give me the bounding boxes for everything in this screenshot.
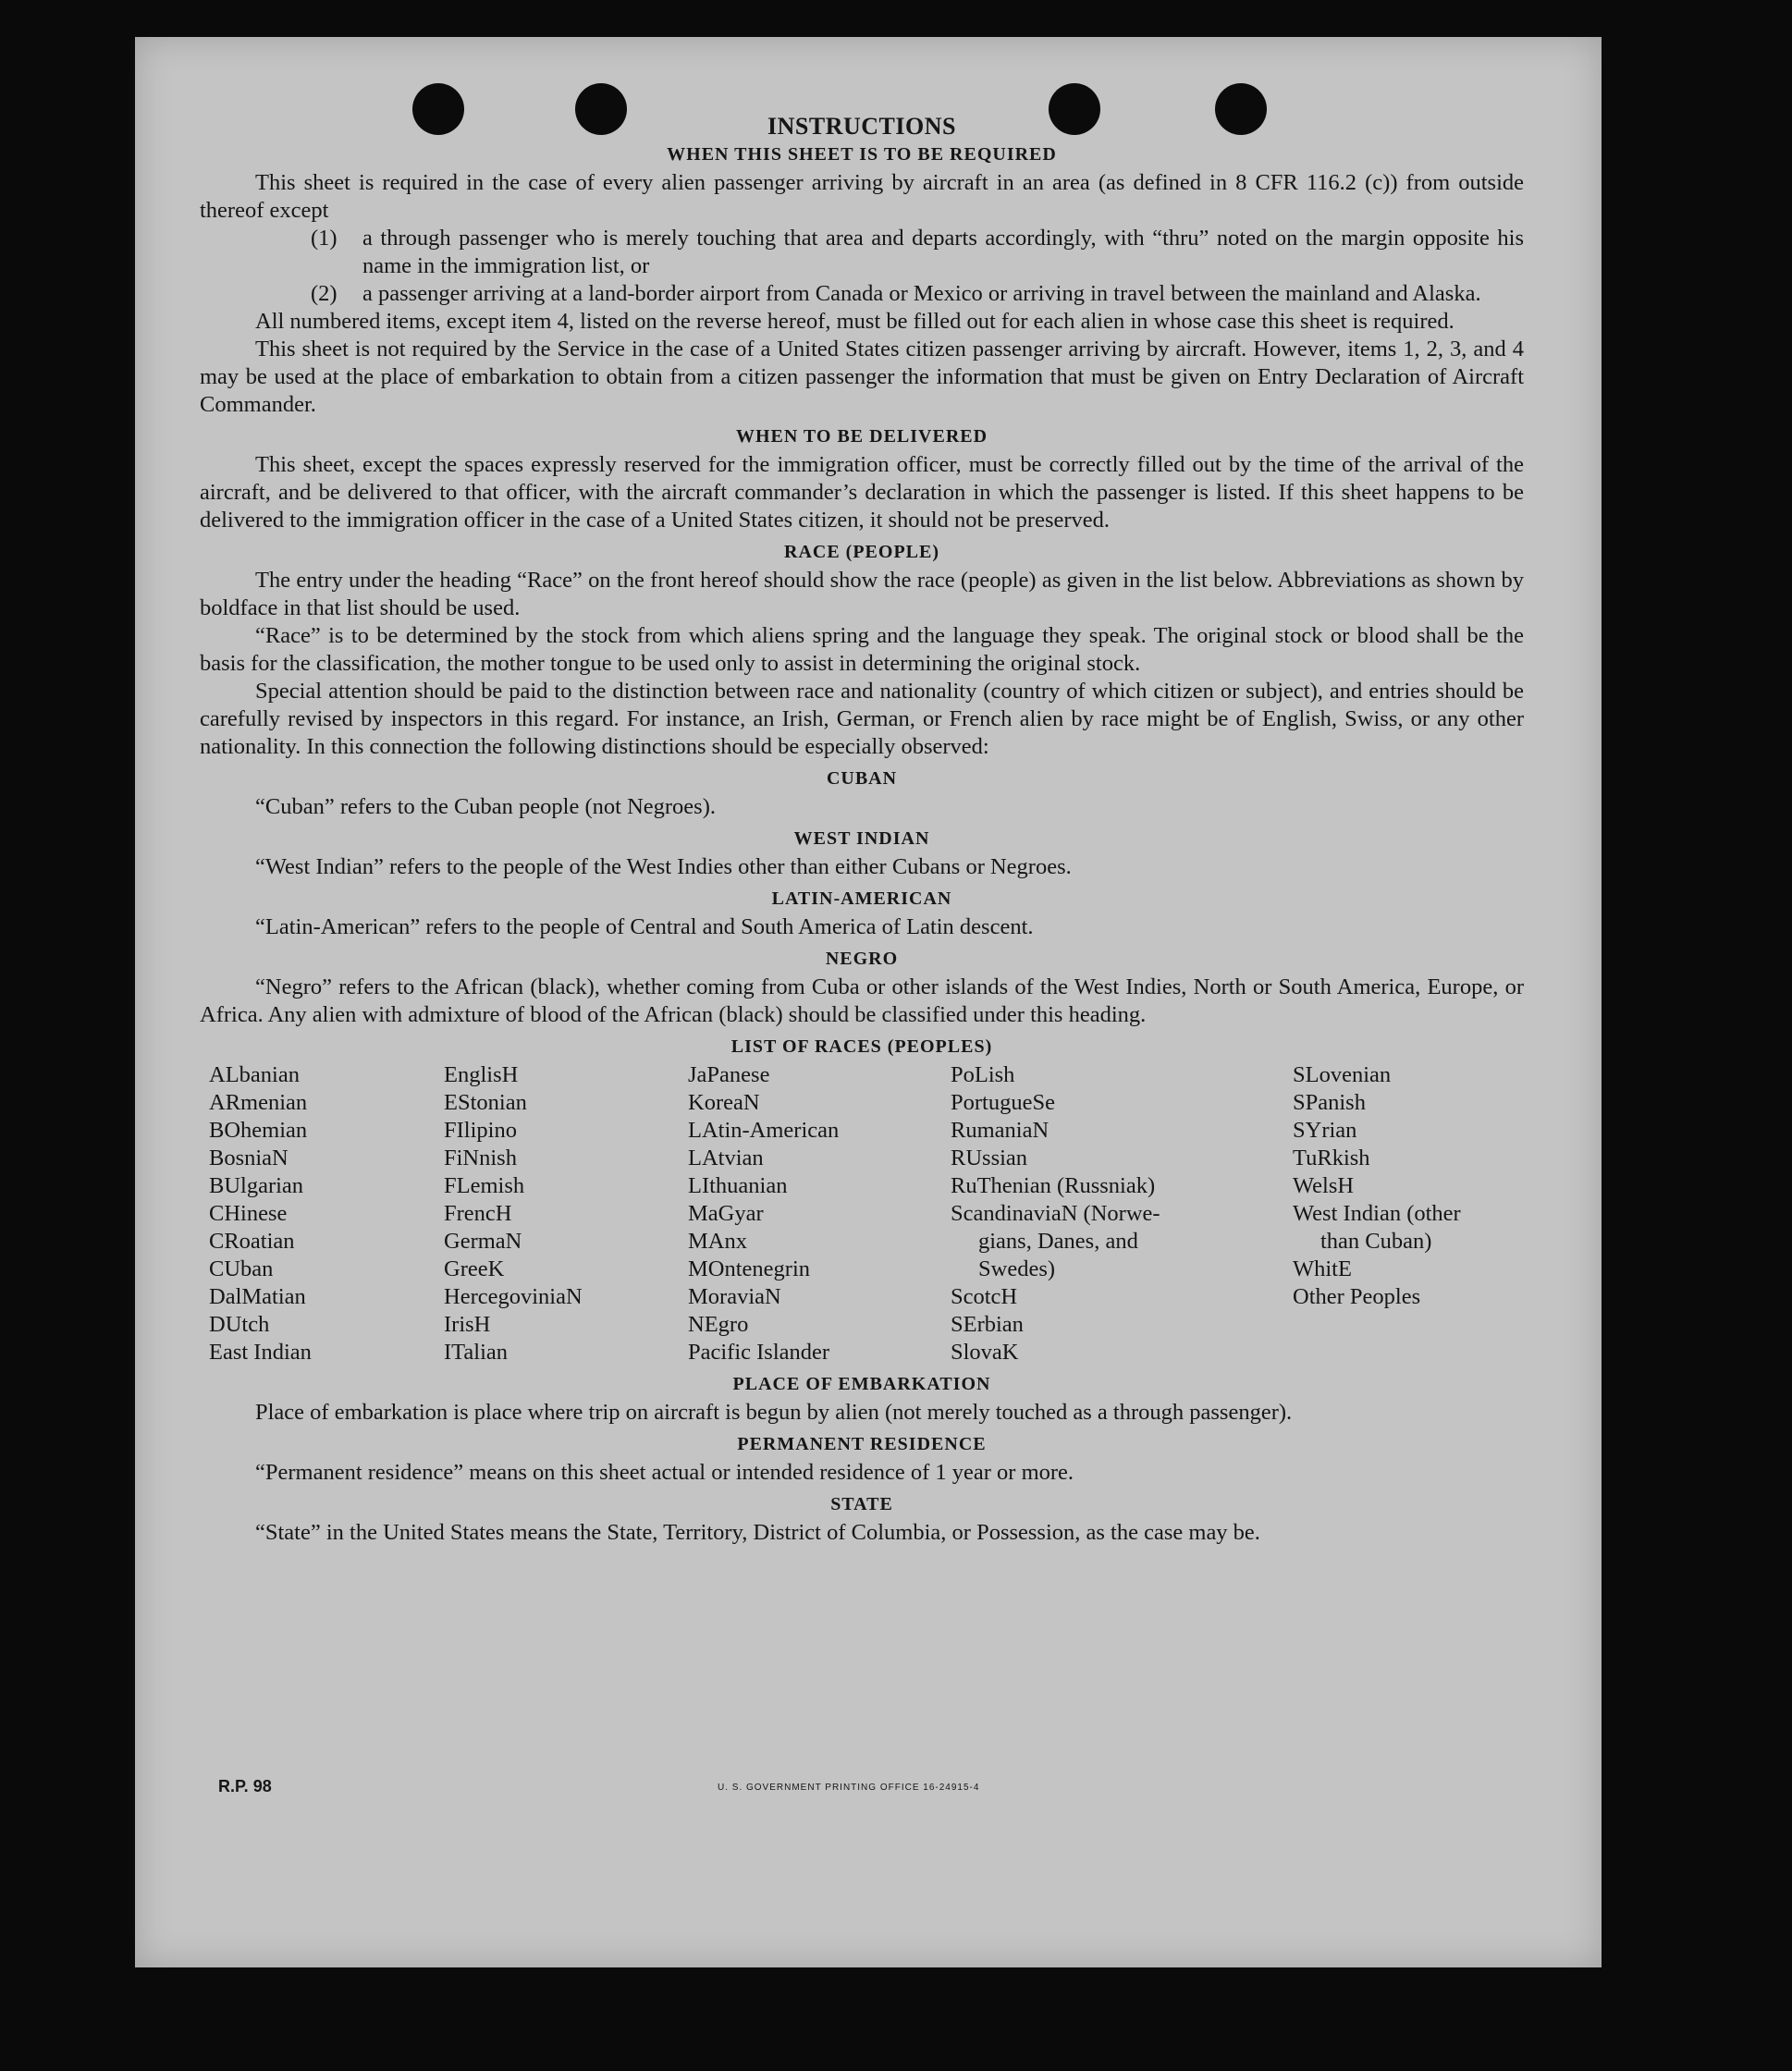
- instructions-content: [200, 113, 1524, 1547]
- section-heading-list-of-races: LIST OF RACES (PEOPLES): [730, 1036, 993, 1057]
- race-entry: CUban: [209, 1256, 274, 1281]
- section-heading-cuban: CUBAN: [826, 768, 898, 789]
- race-entry: DUtch: [209, 1312, 270, 1337]
- race-entry: SPanish: [1293, 1090, 1366, 1115]
- paragraph: “Race” is to be determined by the stock from which aliens spring and the language they speak. The original stock or blood shall be the basis for the classification, the mother tongue to be used only to assist in determining the original stock.: [200, 623, 1524, 676]
- race-entry: ITalian: [444, 1340, 509, 1365]
- race-column: [688, 1061, 951, 1366]
- paragraph: “Cuban” refers to the Cuban people (not Negroes).: [255, 794, 716, 819]
- race-entry: RumaniaN: [951, 1118, 1049, 1143]
- list-item: [311, 225, 1524, 280]
- race-entry: DalMatian: [209, 1284, 306, 1309]
- printer-line: U. S. GOVERNMENT PRINTING OFFICE 16-24915-4: [718, 1783, 980, 1793]
- race-entry: TuRkish: [1293, 1146, 1370, 1170]
- paragraph: This sheet is not required by the Service in the case of a United States citizen passenger arriving by aircraft. However, items 1, 2, 3, and 4 may be used at the place of embarkation to obtain from a citizen passenger the information that must be given on Entry Declaration of Aircraft Commander.: [200, 337, 1524, 417]
- paragraph: Place of embarkation is place where trip on aircraft is begun by alien (not merely touched as a through passenger).: [255, 1400, 1293, 1425]
- paragraph: “Negro” refers to the African (black), whether coming from Cuba or other islands of the West Indies, North or South America, Europe, or Africa. Any alien with admixture of blood of the African (black) should be classified under this heading.: [200, 974, 1524, 1027]
- paragraph: “State” in the United States means the State, Territory, District of Columbia, or Possession, as the case may be.: [255, 1520, 1260, 1545]
- race-entry: LIthuanian: [688, 1173, 788, 1198]
- section-heading-when-delivered: WHEN TO BE DELIVERED: [735, 426, 988, 447]
- race-entry: MOntenegrin: [688, 1256, 810, 1281]
- section-heading-race: RACE (PEOPLE): [784, 542, 939, 562]
- race-entry: FiNnish: [444, 1146, 517, 1170]
- item-text: a passenger arriving at a land-border airport from Canada or Mexico or arriving in travel between the mainland and Alaska.: [362, 281, 1481, 306]
- paragraph: The entry under the heading “Race” on the front hereof should show the race (people) as given in the list below. Abbreviations as shown by boldface in that list should be used.: [200, 568, 1524, 620]
- race-entry: RuThenian (Russniak): [951, 1173, 1156, 1198]
- race-entry: FLemish: [444, 1173, 525, 1198]
- race-column: [444, 1061, 688, 1366]
- paragraph: This sheet, except the spaces expressly reserved for the immigration officer, must be correctly filled out by the time of the arrival of the aircraft, and be delivered to that officer, with the aircraft commander’s declaration in which the passenger is listed. If this sheet happens to be delivered to the immigration officer in the case of a United States citizen, it should not be preserved.: [200, 452, 1524, 533]
- race-entry: BosniaN: [209, 1146, 288, 1170]
- race-entry: LAtvian: [688, 1146, 764, 1170]
- section-heading-embarkation: PLACE OF EMBARKATION: [732, 1374, 991, 1394]
- race-entry: ARmenian: [209, 1090, 308, 1115]
- race-entry: EnglisH: [444, 1062, 519, 1087]
- race-entry: RUssian: [951, 1146, 1028, 1170]
- item-number: (2): [311, 281, 338, 306]
- list-item: [311, 280, 1524, 308]
- race-entry: FIlipino: [444, 1118, 517, 1143]
- race-column: [951, 1061, 1293, 1366]
- race-entry: GreeK: [444, 1256, 505, 1281]
- race-entry: PoLish: [951, 1062, 1015, 1087]
- race-entry: Swedes): [978, 1256, 1056, 1281]
- race-entry: HercegoviniaN: [444, 1284, 583, 1309]
- section-heading-residence: PERMANENT RESIDENCE: [737, 1434, 987, 1454]
- race-entry: WelsH: [1293, 1173, 1355, 1198]
- race-entry: MoraviaN: [688, 1284, 781, 1309]
- race-entry: SLovenian: [1293, 1062, 1392, 1087]
- race-column: [209, 1061, 444, 1366]
- paragraph: Special attention should be paid to the distinction between race and nationality (country of which citizen or subject), and entries should be carefully revised by inspectors in this regard. For instance, an Irish, German, or French alien by race might be of English, Swiss, or any other nationality. In this connection the following distinctions should be especially observed:: [200, 679, 1524, 759]
- race-entry: SlovaK: [951, 1340, 1019, 1365]
- race-entry: CHinese: [209, 1201, 288, 1226]
- paragraph: “Permanent residence” means on this sheet actual or intended residence of 1 year or more.: [255, 1460, 1074, 1485]
- race-entry: ALbanian: [209, 1062, 300, 1087]
- race-entry: EStonian: [444, 1090, 527, 1115]
- paragraph: “Latin-American” refers to the people of Central and South America of Latin descent.: [255, 914, 1034, 939]
- item-number: (1): [311, 226, 338, 251]
- race-entry: JaPanese: [688, 1062, 770, 1087]
- race-entry: FrencH: [444, 1201, 512, 1226]
- paragraph: All numbered items, except item 4, listed on the reverse hereof, must be filled out for each alien in whose case this sheet is required.: [255, 309, 1454, 334]
- race-entry: BOhemian: [209, 1118, 308, 1143]
- race-entry: East Indian: [209, 1340, 312, 1365]
- paragraph: “West Indian” refers to the people of the West Indies other than either Cubans or Negroes.: [255, 854, 1072, 879]
- document-page: [135, 37, 1602, 1967]
- race-entry: GermaN: [444, 1229, 522, 1254]
- race-entry: gians, Danes, and: [978, 1229, 1138, 1254]
- race-column: [1293, 1061, 1524, 1366]
- race-entry: NEgro: [688, 1312, 749, 1337]
- race-entry: WhitE: [1293, 1256, 1352, 1281]
- paragraph: This sheet is required in the case of every alien passenger arriving by aircraft in an area (as defined in 8 CFR 116.2 (c)) from outside thereof except: [200, 170, 1524, 223]
- race-entry: than Cuban): [1320, 1229, 1432, 1254]
- race-entry: West Indian (other: [1293, 1201, 1461, 1226]
- race-entry: PortugueSe: [951, 1090, 1055, 1115]
- section-heading-latin-american: LATIN-AMERICAN: [771, 888, 952, 909]
- section-heading-west-indian: WEST INDIAN: [793, 828, 930, 849]
- race-entry: SYrian: [1293, 1118, 1357, 1143]
- form-number: R.P. 98: [218, 1777, 272, 1795]
- item-text: a through passenger who is merely touching that area and departs accordingly, with “thru” noted on the margin opposite his name in the immigration list, or: [362, 226, 1524, 278]
- race-entry: BUlgarian: [209, 1173, 304, 1198]
- section-heading-when-required: WHEN THIS SHEET IS TO BE REQUIRED: [667, 144, 1057, 165]
- race-entry: MaGyar: [688, 1201, 764, 1226]
- race-entry: LAtin-American: [688, 1118, 840, 1143]
- race-entry: KoreaN: [688, 1090, 760, 1115]
- race-entry: ScotcH: [951, 1284, 1018, 1309]
- race-entry: ScandinaviaN (Norwe-: [951, 1201, 1160, 1226]
- page-title: INSTRUCTIONS: [767, 113, 956, 140]
- race-list: [209, 1061, 1524, 1366]
- race-entry: Pacific Islander: [688, 1340, 830, 1365]
- race-entry: CRoatian: [209, 1229, 295, 1254]
- race-entry: SErbian: [951, 1312, 1024, 1337]
- section-heading-state: STATE: [830, 1494, 893, 1514]
- race-entry: IrisH: [444, 1312, 491, 1337]
- section-heading-negro: NEGRO: [825, 949, 899, 969]
- race-entry: Other Peoples: [1293, 1284, 1421, 1309]
- race-entry: MAnx: [688, 1229, 747, 1254]
